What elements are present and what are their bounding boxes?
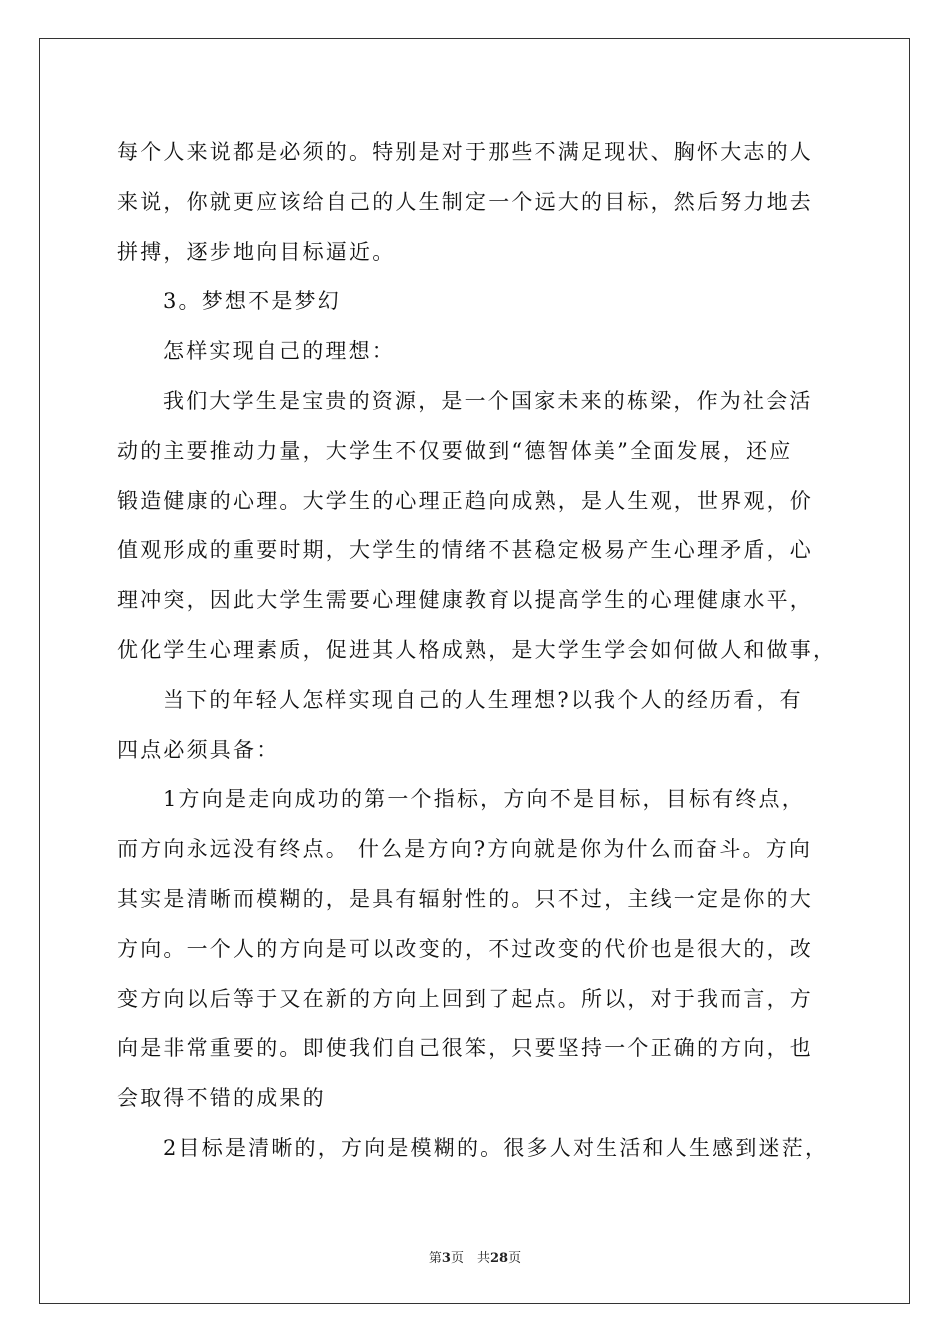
text-line: 向是非常重要的。即使我们自己很笨，只要坚持一个正确的方向，也 — [117, 1036, 813, 1061]
text-line: 我们大学生是宝贵的资源，是一个国家未来的栋梁，作为社会活 — [163, 388, 813, 413]
page-footer — [0, 1247, 950, 1266]
text-line: 拼搏，逐步地向目标逼近。 — [117, 239, 396, 264]
text-line: 怎样实现自己的理想： — [163, 339, 395, 364]
text-line: 2目标是清晰的，方向是模糊的。很多人对生活和人生感到迷茫， — [163, 1135, 829, 1160]
text-line: 每个人来说都是必须的。特别是对于那些不满足现状、胸怀大志的人 — [117, 140, 813, 164]
text-line: 会取得不错的成果的 — [117, 1086, 326, 1111]
text-line: 来说，你就更应该给自己的人生制定一个远大的目标，然后努力地去 — [117, 189, 813, 214]
text-line: 动的主要推动力量，大学生不仅要做到“德智体美”全面发展，还应 — [117, 438, 793, 463]
text-line: 四点必须具备： — [117, 737, 280, 762]
text-line: 而方向永远没有终点。 什么是方向?方向就是你为什么而奋斗。方向 — [117, 837, 813, 862]
footer-mid: 页 共 — [450, 1251, 490, 1266]
text-line: 当下的年轻人怎样实现自己的人生理想?以我个人的经历看，有 — [163, 687, 803, 712]
footer-total-pages: 28 — [489, 1251, 509, 1266]
footer-suffix: 页 — [508, 1251, 522, 1266]
text-line: 理冲突，因此大学生需要心理健康教育以提高学生的心理健康水平， — [117, 588, 813, 613]
text-line: 3。梦想不是梦幻 — [163, 289, 341, 314]
text-line: 方向。一个人的方向是可以改变的，不过改变的代价也是很大的，改 — [117, 936, 813, 961]
text-line: 锻造健康的心理。大学生的心理正趋向成熟，是人生观，世界观，价 — [117, 488, 813, 513]
footer-prefix: 第 — [428, 1251, 442, 1266]
document-body — [117, 128, 837, 1174]
text-line: 值观形成的重要时期，大学生的情绪不甚稳定极易产生心理矛盾，心 — [117, 538, 813, 563]
footer-current-page: 3 — [441, 1251, 451, 1266]
text-line: 其实是清晰而模糊的，是具有辐射性的。只不过，主线一定是你的大 — [117, 886, 813, 911]
text-line: 优化学生心理素质，促进其人格成熟，是大学生学会如何做人和做事， — [117, 637, 837, 662]
text-line: 变方向以后等于又在新的方向上回到了起点。所以，对于我而言，方 — [117, 986, 813, 1011]
text-line: 1方向是走向成功的第一个指标，方向不是目标，目标有终点， — [163, 787, 805, 812]
